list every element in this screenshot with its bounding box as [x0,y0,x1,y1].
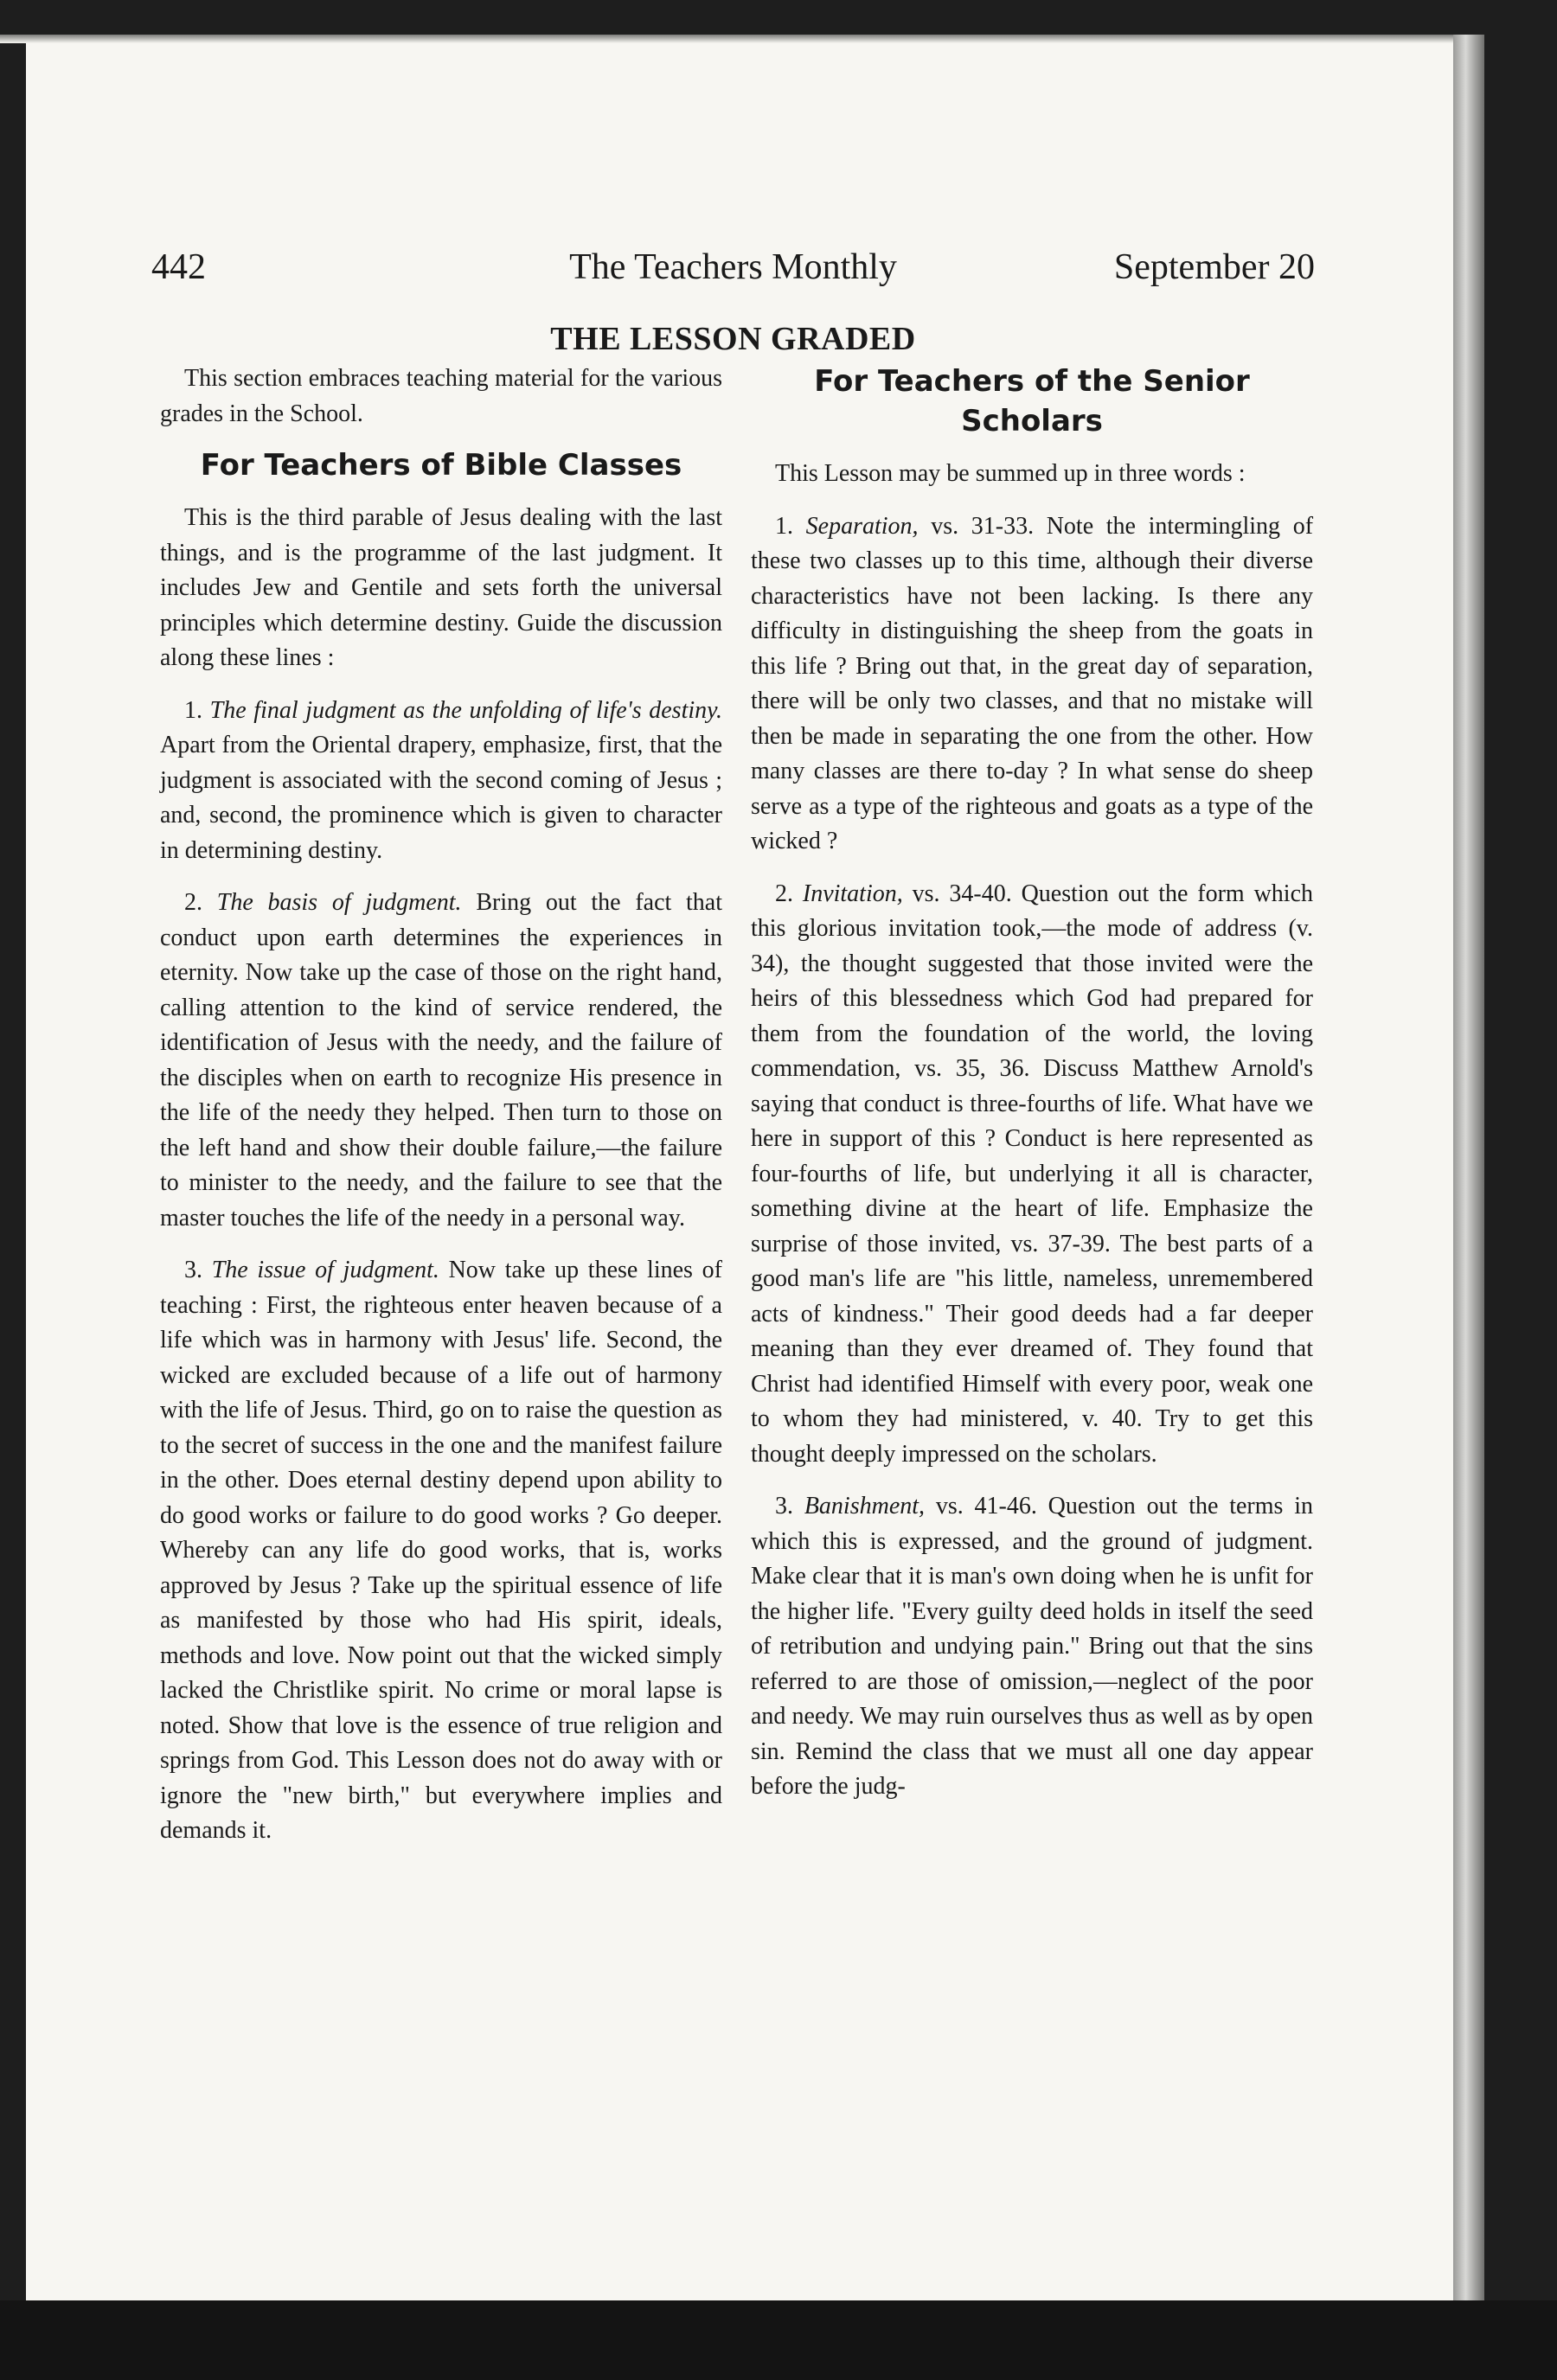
paragraph: This is the third parable of Jesus dealing with the last things, and is the programme of the last judgment. It includes Jew and Gentile and sets forth the universal principles which determine destiny. Guide the discussion along these lines : [160,504,722,671]
point-number: 1. [184,696,202,724]
point-text: Apart from the Oriental drapery, emphasize, first, that the judgment is associated with the second coming of Jesus ; and, second, the prominence which is given to character in determining destiny. [160,732,722,864]
point-title: The basis of judgment. [216,889,462,916]
point-number: 3. [775,1493,793,1519]
point-text: vs. 34-40. Question out the form which this glorious invitation took,—the mode of address (v. 34), the thought suggested that those invited were the heirs of this blessedness which God had prepared for them from the foundation of the world, the loving commendation, vs. 35, 36. Discuss Matthew Arnold's saying that conduct is three-fourths of life. What have we here in support of this ? Conduct is here represented as four-fourths of life, but underlying it all is character, something divine at the heart of life. Emphasize the surprise of those invited, vs. 37-39. The best parts of a good man's life are "his little, nameless, unremembered acts of kindness." Their good deeds had a far deeper meaning than they ever dreamed of. They found that Christ had identified Himself with every poor, weak one to whom they had ministered, v. 40. Try to get this thought deeply impressed on the scholars. [751,880,1314,1468]
scan-bottom-border [0,2300,1557,2380]
point-title: Separation, [805,512,919,540]
point-number: 1. [775,512,793,540]
left-column [160,361,722,1866]
point-text: Now take up these lines of teaching : First, the righteous enter heaven because of a life which was in harmony with Jesus' life. Second, the wicked are excluded because of a life out of harmony with the life of Jesus. Third, go on to raise the question as to the secret of success in the one and the manifest failure in the other. Does eternal destiny depend upon ability to do good works or failure to do good works ? Go deeper. Whereby can any life do good works, that is, works approved by Jesus ? Take up the spiritual essence of life as manifested by those who had His spirit, ideals, methods and love. Now point out that the wicked simply lacked the Christlike spirit. No crime or moral lapse is noted. Show that love is the essence of true religion and springs from God. This Lesson does not do away with or ignore the "new birth," but everywhere implies and demands it. [160,1257,722,1844]
point-number: 2. [184,889,202,916]
journal-title: The Teachers Monthly [569,247,897,287]
section-heading-senior-scholars: For Teachers of the Senior Scholars [814,364,1250,438]
point-number: 3. [184,1257,202,1283]
point-text: vs. 31-33. Note the intermingling of these two classes up to this time, although their diverse characteristics have not been lacking. Is there any difficulty in distinguishing the sheep from the goats in this life ? Bring out that, in the great day of separation, there will be only two classes, and that no mistake will then be made in separating the one from the other. How many classes are there to-day ? In what sense do sheep serve as a type of the righteous and goats as a type of the wicked ? [751,512,1314,854]
point-text: Bring out the fact that conduct upon earth determines the experiences in eternity. Now take up the case of those on the right hand, calling attention to the kind of service rendered, the identification of Jesus with the needy, and the failure of the disciples when on earth to recognize His presence in the life of the needy they helped. Then turn to those on the left hand and show their double failure,—the failure to minister to the needy, and the failure to see that the master touches the life of the needy in a personal way. [160,889,723,1232]
lesson-title: THE LESSON GRADED [550,321,916,357]
point-2 [751,877,1313,1473]
paragraph: This Lesson may be summed up in three words : [775,460,1246,487]
section-heading-bible-classes: For Teachers of Bible Classes [200,448,682,483]
right-column [751,361,1313,1822]
point-text: vs. 41-46. Question out the terms in which this is expressed, and the ground of judgment. Make clear that it is man's own doing when he is unfit for the higher life. "Every guilty deed holds in itself the seed of retribution and undying pain." Bring out that the sins referred to are those of omission,—neglect of the poor and needy. We may ruin ourselves thus as well as by open sin. Remind the class that we must all one day appear before the judg- [751,1493,1314,1800]
point-title: Invitation, [802,880,903,907]
point-3 [751,1489,1313,1805]
page-top-shadow [0,35,1484,43]
point-2 [160,886,722,1236]
intro-paragraph: This section embraces teaching material for the various grades in the School. [160,365,722,427]
issue-date: September 20 [1113,247,1315,287]
page-number: 442 [151,247,206,287]
page-edge [1453,35,1484,2300]
point-title: The final judgment as the unfolding of life's destiny. [209,696,723,724]
running-header [151,246,1315,298]
point-title: Banishment, [804,1493,926,1519]
point-number: 2. [775,880,793,907]
point-title: The issue of judgment. [211,1257,439,1283]
point-3 [160,1253,722,1849]
point-1 [160,694,722,869]
point-1 [751,509,1313,860]
